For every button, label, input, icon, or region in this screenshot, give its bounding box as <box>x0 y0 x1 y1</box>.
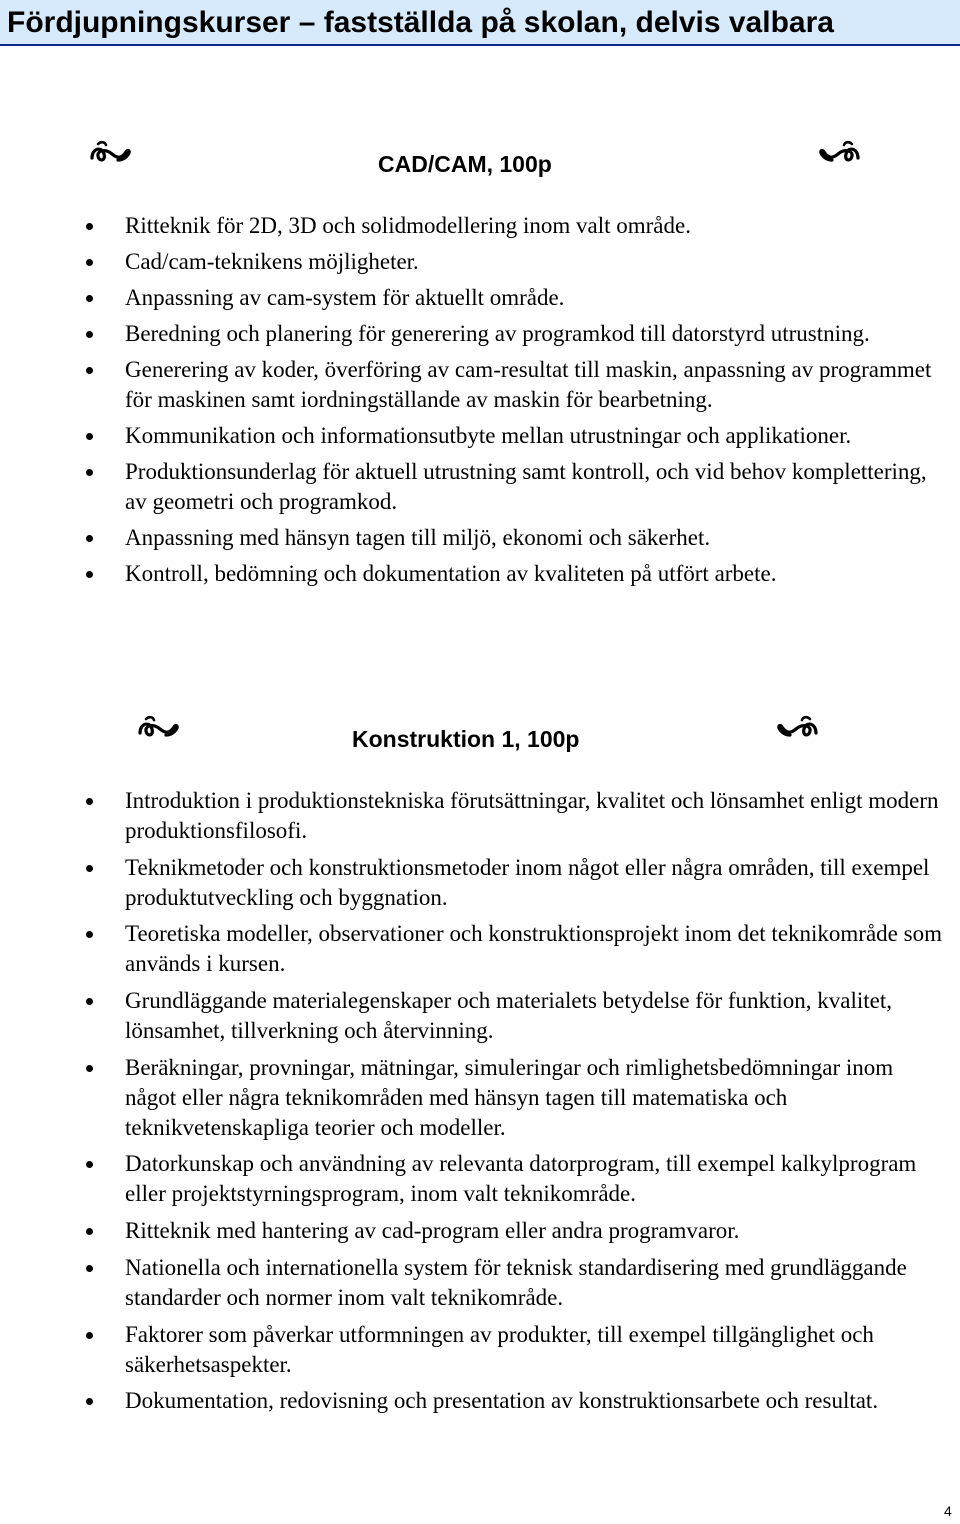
list-item-text: Kontroll, bedömning och dokumentation av kvaliteten på utfört arbete. <box>125 561 777 586</box>
bullet-icon <box>86 535 93 542</box>
bullet-icon <box>86 469 93 476</box>
bullet-icon <box>86 798 93 805</box>
bullet-icon <box>86 1265 93 1272</box>
bullet-icon <box>86 331 93 338</box>
list-item <box>0 319 960 349</box>
list-item-text: Dokumentation, redovisning och presentation av konstruktionsarbete och resultat. <box>125 1388 879 1414</box>
list-item <box>0 853 960 913</box>
bullet-icon <box>86 1398 93 1405</box>
list-item <box>0 1386 960 1416</box>
list-item <box>0 1149 960 1209</box>
list-item <box>0 421 960 451</box>
bullet-list <box>0 211 960 595</box>
list-item <box>0 355 960 415</box>
list-item <box>0 1216 960 1246</box>
list-item-text: Cad/cam-teknikens möjligheter. <box>125 249 419 274</box>
swirl-ornament-right-icon <box>818 136 862 170</box>
list-item <box>0 919 960 979</box>
page-number: 4 <box>944 1503 952 1519</box>
list-item-text: Kommunikation och informationsutbyte mellan utrustningar och applikationer. <box>125 423 852 448</box>
list-item <box>0 559 960 589</box>
bullet-icon <box>86 223 93 230</box>
list-item-text: Ritteknik för 2D, 3D och solidmodellering inom valt område. <box>125 213 691 238</box>
bullet-icon <box>86 1332 93 1339</box>
swirl-ornament-left-icon <box>88 136 132 170</box>
swirl-ornament-right-icon <box>776 711 820 745</box>
header-bar <box>0 0 960 46</box>
bullet-icon <box>86 571 93 578</box>
list-item <box>0 247 960 277</box>
list-item <box>0 457 960 517</box>
list-item-text: Anpassning med hänsyn tagen till miljö, ekonomi och säkerhet. <box>125 525 711 550</box>
list-item <box>0 283 960 313</box>
bullet-icon <box>86 433 93 440</box>
bullet-icon <box>86 259 93 266</box>
list-item-text: Introduktion i produktionstekniska förutsättningar, kvalitet och lönsamhet enligt modern produktionsfilosofi. <box>125 788 939 843</box>
list-item-text: Teoretiska modeller, observationer och konstruktionsprojekt inom det teknikområde som används i kursen. <box>125 921 942 977</box>
list-item-text: Anpassning av cam-system för aktuellt område. <box>125 285 565 310</box>
list-item <box>0 211 960 241</box>
bullet-icon <box>86 998 93 1005</box>
bullet-icon <box>86 931 93 938</box>
section-heading: Konstruktion 1, 100p <box>352 726 580 752</box>
list-item <box>0 1320 960 1380</box>
list-item-text: Teknikmetoder och konstruktionsmetoder inom något eller några områden, till exempel produktutveckling och byggnation. <box>125 854 930 910</box>
list-item-text: Ritteknik med hantering av cad-program eller andra programvaror. <box>125 1218 740 1244</box>
bullet-icon <box>86 865 93 872</box>
list-item-text: Grundläggande materialegenskaper och materialets betydelse för funktion, kvalitet, lönsamhet, tillverkning och återvinning. <box>125 988 893 1044</box>
list-item-text: Beräkningar, provningar, mätningar, simuleringar och rimlighetsbedömningar inom något eller några teknikområden med hänsyn tagen till matematiska och teknikvetenskapliga teorier och modeller. <box>125 1054 894 1140</box>
list-item <box>0 1053 960 1143</box>
bullet-icon <box>86 1065 93 1072</box>
list-item-text: Faktorer som påverkar utformningen av produkter, till exempel tillgänglighet och säkerhetsaspekter. <box>125 1321 874 1377</box>
bullet-icon <box>86 295 93 302</box>
bullet-icon <box>86 1228 93 1235</box>
list-item <box>0 523 960 553</box>
list-item <box>0 786 960 846</box>
section-heading: CAD/CAM, 100p <box>378 151 552 177</box>
bullet-list <box>0 786 960 1423</box>
swirl-ornament-left-icon <box>136 711 180 745</box>
page-title: Fördjupningskurser – fastställda på skolan, delvis valbara <box>7 6 834 39</box>
list-item-text: Beredning och planering för generering av programkod till datorstyrd utrustning. <box>125 321 870 346</box>
list-item-text: Nationella och internationella system för teknisk standardisering med grundläggande standarder och normer inom valt teknikområde. <box>125 1254 907 1310</box>
list-item <box>0 986 960 1046</box>
list-item <box>0 1253 960 1313</box>
bullet-icon <box>86 367 93 374</box>
list-item-text: Generering av koder, överföring av cam-resultat till maskin, anpassning av programmet för maskinen samt iordningställande av maskin för bearbetning. <box>125 357 932 412</box>
list-item-text: Produktionsunderlag för aktuell utrustning samt kontroll, och vid behov komplettering, av geometri och programkod. <box>125 459 927 514</box>
bullet-icon <box>86 1161 93 1168</box>
list-item-text: Datorkunskap och användning av relevanta datorprogram, till exempel kalkylprogram eller projektstyrningsprogram, inom valt teknikområde. <box>125 1151 917 1207</box>
